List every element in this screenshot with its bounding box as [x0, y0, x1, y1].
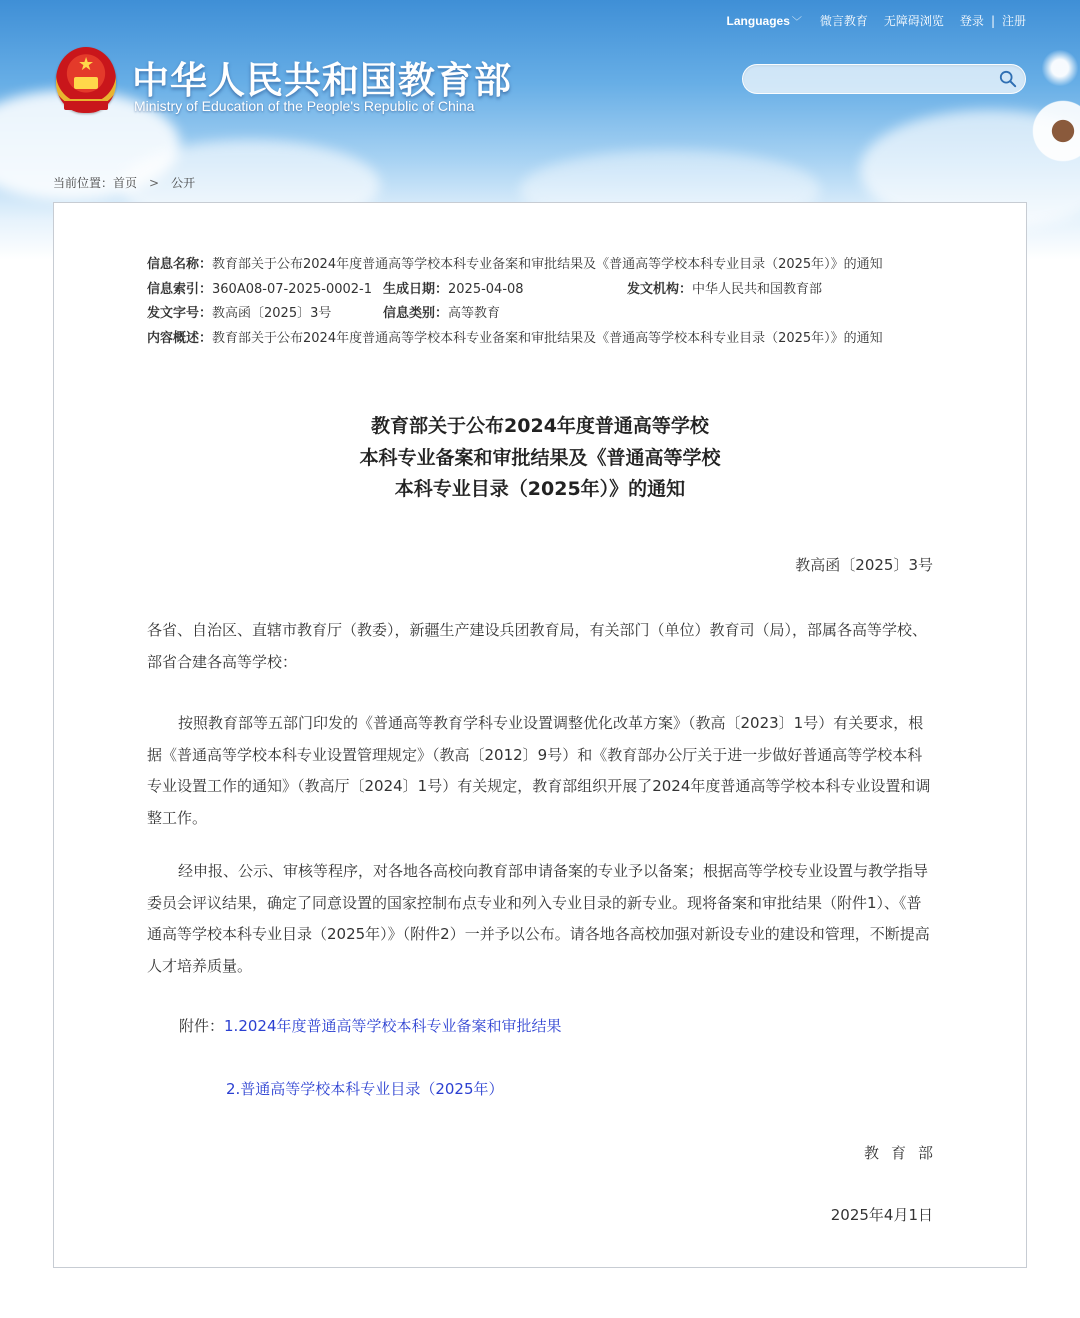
info-value: 教育部关于公布2024年度普通高等学校本科专业备案和审批结果及《普通高等学校本科专业目录（2025年）》的通知 [212, 257, 883, 272]
info-label: 发文机构： [627, 281, 693, 297]
info-value: 2025-04-08 [448, 281, 524, 297]
info-table [147, 253, 947, 351]
top-nav [727, 12, 1026, 29]
info-row-index [147, 278, 947, 303]
info-value: 中华人民共和国教育部 [692, 281, 823, 297]
search-icon[interactable] [999, 70, 1017, 88]
national-emblem[interactable] [56, 47, 116, 113]
info-value: 高等教育 [448, 306, 501, 321]
nav-separator: | [990, 13, 995, 28]
login-link[interactable]: 登录 [959, 14, 984, 28]
info-row-docno [147, 302, 947, 327]
site-title[interactable]: 中华人民共和国教育部 [132, 59, 512, 102]
issue-date: 2025年4月1日 [830, 1206, 933, 1224]
breadcrumb-current[interactable]: 公开 [171, 176, 196, 190]
info-label: 信息索引： [147, 281, 213, 297]
signature: 教育部 [863, 1144, 945, 1162]
breadcrumb-label: 当前位置： [53, 176, 114, 190]
salutation: 各省、自治区、直辖市教育厅（教委），新疆生产建设兵团教育局，有关部门（单位）教育司（局），部属各高等学校、部省合建各高等学校： [147, 621, 928, 671]
breadcrumb-home[interactable]: 首页 [113, 176, 138, 190]
body-paragraph: 经申报、公示、审核等程序，对各地各高校向教育部申请备案的专业予以备案；根据高等学校专业设置与教学指导委员会评议结果，确定了同意设置的国家控制布点专业和列入专业目录的新专业。现将备案和审批结果（附件1）、《普通高等学校本科专业目录（2025年）》（附件2）一并予以公布。请各地各高校加强对新设专业的建设和管理，不断提高人才培养质量。 [147, 862, 930, 975]
attachments [179, 1015, 562, 1036]
info-label: 内容概述： [147, 330, 213, 346]
dandelion-decoration [1040, 48, 1080, 88]
document-title [54, 411, 1026, 506]
info-row-name [147, 253, 947, 278]
title-line: 本科专业目录（2025年）》的通知 [394, 478, 686, 500]
languages-menu[interactable]: Languages [726, 13, 790, 28]
gate-shape [74, 77, 98, 89]
breadcrumb [53, 174, 195, 191]
register-link[interactable]: 注册 [1001, 14, 1026, 28]
search-box [742, 64, 1026, 94]
info-row-summary [147, 327, 947, 352]
info-label: 信息类别： [383, 306, 449, 321]
site-subtitle: Ministry of Education of the People's Republic of China [134, 98, 475, 114]
star-icon: ★ [78, 54, 95, 75]
document-number: 教高函〔2025〕3号 [795, 556, 933, 574]
info-label: 生成日期： [383, 281, 449, 297]
title-line: 教育部关于公布2024年度普通高等学校 [371, 415, 709, 437]
ribbon-shape [64, 99, 108, 110]
info-value: 教高函〔2025〕3号 [212, 306, 332, 321]
attachments-second [226, 1078, 504, 1099]
chevron-down-icon[interactable]: ﹀ [791, 17, 802, 28]
weiyan-link[interactable]: 微言教育 [819, 14, 868, 28]
attachment-label: 附件： [179, 1017, 225, 1035]
attachment-link-1[interactable]: 1.2024年度普通高等学校本科专业备案和审批结果 [224, 1017, 562, 1035]
info-value: 360A08-07-2025-0002-1 [212, 281, 373, 297]
info-label: 发文字号： [147, 306, 213, 321]
title-line: 本科专业备案和审批结果及《普通高等学校 [359, 446, 721, 469]
attachment-link-2[interactable]: 2.普通高等学校本科专业目录（2025年） [226, 1080, 504, 1098]
breadcrumb-arrow-icon: > [149, 176, 160, 190]
document-body [147, 615, 935, 982]
info-value: 教育部关于公布2024年度普通高等学校本科专业备案和审批结果及《普通高等学校本科专业目录（2025年）》的通知 [212, 330, 883, 346]
accessibility-link[interactable]: 无障碍浏览 [883, 14, 944, 28]
search-input[interactable] [757, 69, 991, 91]
content-panel [53, 202, 1027, 1268]
body-paragraph: 按照教育部等五部门印发的《普通高等教育学科专业设置调整优化改革方案》（教高〔2023〕1号）有关要求，根据《普通高等学校本科专业设置管理规定》（教高〔2012〕9号）和《教育部办公厅关于进一步做好普通高等学校本科专业设置工作的通知》（教高厅〔2024〕1号）有关规定，教育部组织开展了2024年度普通高等学校本科专业设置和调整工作。 [147, 714, 931, 827]
info-label: 信息名称： [147, 257, 213, 272]
